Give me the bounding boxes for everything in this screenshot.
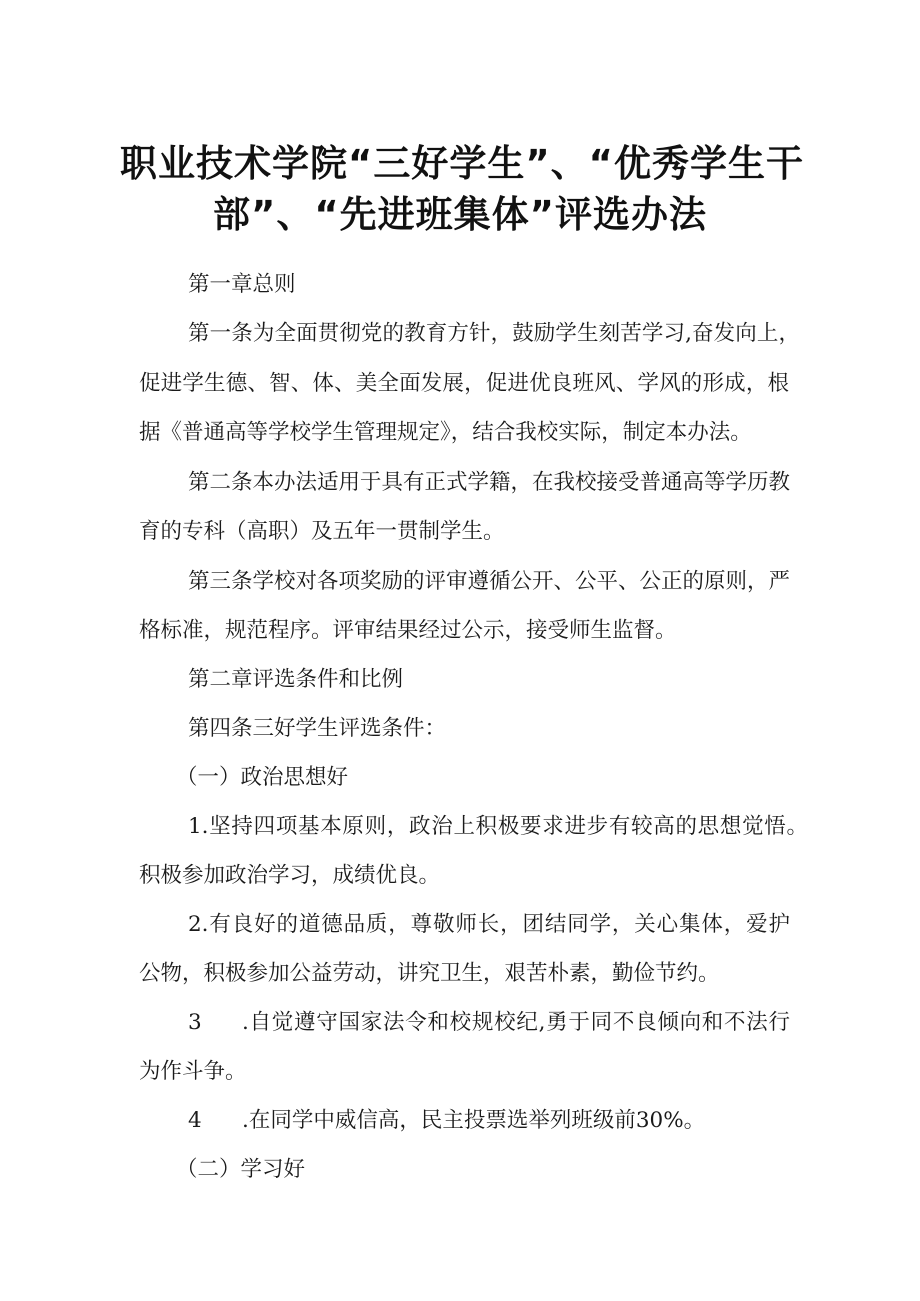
chapter-2-heading: 第二章评选条件和比例 xyxy=(188,667,404,692)
document-title-line-1: 职业技术学院“三好学生”、“优秀学生干 xyxy=(120,142,804,185)
item-3-line-1: .自觉遵守国家法令和校规校纪,勇于同不良倾向和不法行 xyxy=(242,1010,790,1035)
document-title-line-2: 部”、“先进班集体”评选办法 xyxy=(213,193,707,236)
article-2-line-1: 第二条本办法适用于具有正式学籍，在我校接受普通高等学历教 xyxy=(188,470,791,495)
item-1-line-1: 1.坚持四项基本原则，政治上积极要求进步有较高的思想觉悟。 xyxy=(188,814,808,839)
chapter-1-heading: 第一章总则 xyxy=(188,272,296,297)
item-3-number: 3 xyxy=(188,1010,202,1035)
section-1-heading: （一）政治思想好 xyxy=(176,765,349,790)
article-1-line-3: 据《普通高等学校学生管理规定》，结合我校实际，制定本办法。 xyxy=(139,420,752,445)
item-2-line-2: 公物，积极参加公益劳动，讲究卫生，艰苦朴素，勤俭节约。 xyxy=(139,961,720,986)
item-4-line-1: .在同学中威信高，民主投票选举列班级前30%。 xyxy=(242,1108,706,1133)
item-4-number: 4 xyxy=(188,1108,202,1133)
article-1-line-2: 促进学生德、智、体、美全面发展，促进优良班风、学风的形成，根 xyxy=(139,371,789,396)
article-1-line-1: 第一条为全面贯彻党的教育方针，鼓励学生刻苦学习,奋发向上， xyxy=(188,321,800,346)
article-3-line-1: 第三条学校对各项奖励的评审遵循公开、公平、公正的原则，严 xyxy=(188,569,791,594)
article-2-line-2: 育的专科（高职）及五年一贯制学生。 xyxy=(139,519,505,544)
item-2-line-1: 2.有良好的道德品质，尊敬师长，团结同学，关心集体，爱护 xyxy=(188,912,790,937)
section-2-heading: （二）学习好 xyxy=(176,1157,306,1182)
item-1-line-2: 积极参加政治学习，成绩优良。 xyxy=(139,863,441,888)
item-3-line-2: 为作斗争。 xyxy=(139,1059,247,1084)
article-4-heading: 第四条三好学生评选条件： xyxy=(188,716,447,741)
article-3-line-2: 格标准，规范程序。评审结果经过公示，接受师生监督。 xyxy=(139,618,677,643)
